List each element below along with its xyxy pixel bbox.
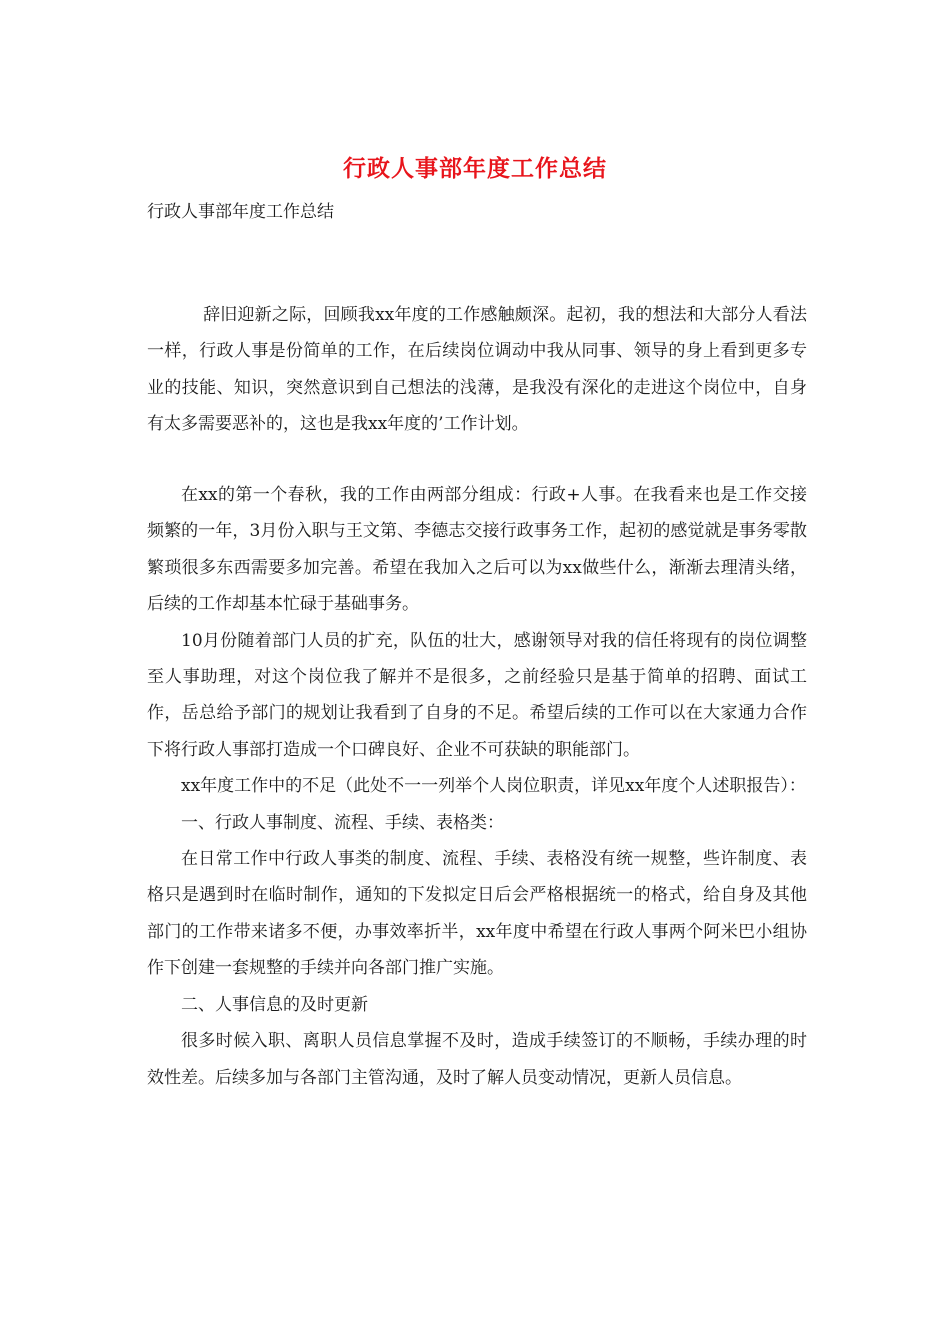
paragraph: 辞旧迎新之际，回顾我xx年度的工作感触颇深。起初，我的想法和大部分人看法一样，行政人事是份简单的工作，在后续岗位调动中我从同事、领导的身上看到更多专业的技能、知识，突然意识到自己想法的浅薄，是我没有深化的走进这个岗位中，自身有太多需要恶补的，这也是我xx年度的’工作计划。 [147,305,807,435]
section-heading: 二、人事信息的及时更新 [181,994,368,1015]
section-heading: 一、行政人事制度、流程、手续、表格类： [181,812,504,833]
paragraph: 在xx的第一个春秋，我的工作由两部分组成：行政+人事。在我看来也是工作交接频繁的一年，3月份入职与王文第、李德志交接行政事务工作，起初的感觉就是事务零散繁琐很多东西需要多加完善。希望在我加入之后可以为xx做些什么，渐渐去理清头绪，后续的工作却基本忙碌于基础事务。 [147,485,807,615]
paragraph: xx年度工作中的不足（此处不一一列举个人岗位职责，详见xx年度个人述职报告）： [181,776,806,797]
intro-section [147,297,807,443]
document-title: 行政人事部年度工作总结 [343,155,607,182]
document-subtitle: 行政人事部年度工作总结 [147,202,334,222]
paragraph: 在日常工作中行政人事类的制度、流程、手续、表格没有统一规整，些许制度、表格只是遇到时在临时制作，通知的下发拟定日后会严格根据统一的格式，给自身及其他部门的工作带来诸多不便，办事效率折半，xx年度中希望在行政人事两个阿米巴小组协作下创建一套规整的手续并向各部门推广实施。 [147,849,807,979]
paragraph: 10月份随着部门人员的扩充，队伍的壮大，感谢领导对我的信任将现有的岗位调整至人事助理，对这个岗位我了解并不是很多，之前经验只是基于简单的招聘、面试工作，岳总给予部门的规划让我看到了自身的不足。希望后续的工作可以在大家通力合作下将行政人事部打造成一个口碑良好、企业不可获缺的职能部门。 [147,630,807,760]
main-section [147,477,807,1096]
paragraph: 很多时候入职、离职人员信息掌握不及时，造成手续签订的不顺畅，手续办理的时效性差。后续多加与各部门主管沟通，及时了解人员变动情况，更新人员信息。 [147,1031,807,1088]
